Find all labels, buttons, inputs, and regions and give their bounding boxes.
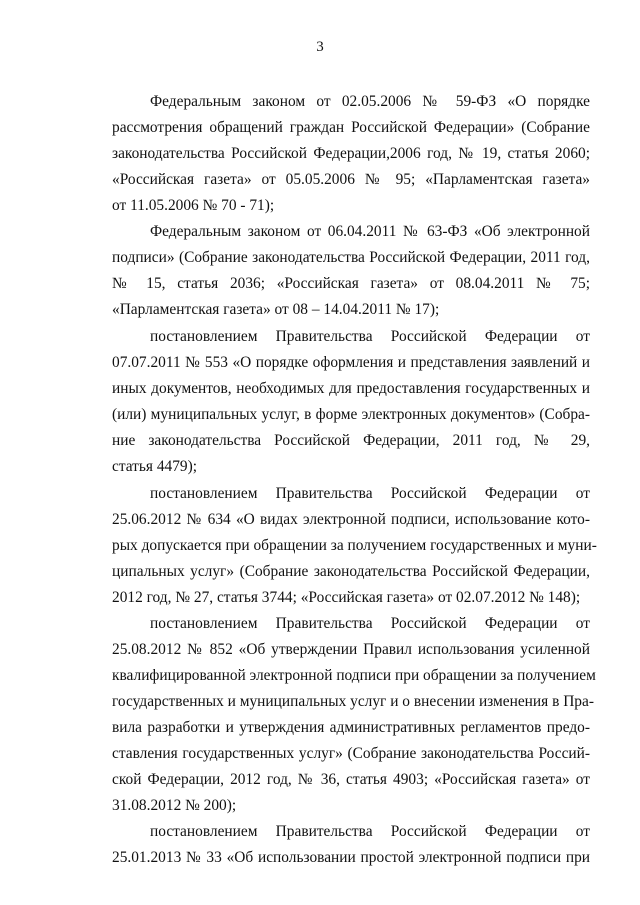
text-line: ставления государственных услуг» (Собрание законодательства Россий- <box>112 745 590 762</box>
text-line: подписи» (Собрание законодательства Российской Федерации, 2011 год, <box>112 249 590 266</box>
text-line: (или) муниципальных услуг, в форме электронных документов» (Собра- <box>112 406 590 423</box>
text-line: 31.08.2012 № 200); <box>112 797 237 814</box>
text-line: иных документов, необходимых для предоставления государственных и <box>112 380 590 397</box>
text-line: 25.01.2013 № 33 «Об использовании простой электронной подписи при <box>112 849 590 866</box>
text-line: Федеральным законом от 02.05.2006 № 59-ФЗ «О порядке <box>150 93 590 110</box>
text-line: «Российская газета» от 05.05.2006 № 95; «Парламентская газета» <box>112 171 590 188</box>
text-line: постановлением Правительства Российской Федерации от <box>150 328 590 345</box>
text-line: рых допускается при обращении за получением государственных и муни- <box>112 537 597 554</box>
text-line: законодательства Российской Федерации,2006 год, № 19, статья 2060; <box>112 145 590 162</box>
page-number: 3 <box>316 39 324 55</box>
text-line: Федеральным законом от 06.04.2011 № 63-ФЗ «Об электронной <box>150 223 590 240</box>
text-line: государственных и муниципальных услуг и о внесении изменения в Пра- <box>112 693 594 710</box>
text-line: «Парламентская газета» от 08 – 14.04.2011 № 17); <box>112 301 440 318</box>
text-line: 07.07.2011 № 553 «О порядке оформления и представления заявлений и <box>112 354 590 371</box>
text-line: постановлением Правительства Российской Федерации от <box>150 823 590 840</box>
text-line: постановлением Правительства Российской Федерации от <box>150 615 590 632</box>
text-line: 2012 год, № 27, статья 3744; «Российская газета» от 02.07.2012 № 148); <box>112 589 581 606</box>
text-line: от 11.05.2006 № 70 - 71); <box>112 197 275 214</box>
text-line: статья 4479); <box>112 458 198 475</box>
text-line: квалифицированной электронной подписи при обращении за получением <box>112 667 596 684</box>
text-line: ской Федерации, 2012 год, № 36, статья 4903; «Российская газета» от <box>112 771 590 788</box>
text-line: 25.08.2012 № 852 «Об утверждении Правил использования усиленной <box>112 641 590 658</box>
text-line: вила разработки и утверждения административных регламентов предо- <box>112 719 590 736</box>
text-line: рассмотрения обращений граждан Российской Федерации» (Собрание <box>112 119 590 136</box>
text-line: 25.06.2012 № 634 «О видах электронной подписи, использование кото- <box>112 511 590 528</box>
text-line: ние законодательства Российской Федерации, 2011 год, № 29, <box>112 432 590 449</box>
text-line: № 15, статья 2036; «Российская газета» от 08.04.2011 № 75; <box>112 275 590 292</box>
text-line: постановлением Правительства Российской Федерации от <box>150 485 590 502</box>
text-line: ципальных услуг» (Собрание законодательства Российской Федерации, <box>112 563 590 580</box>
